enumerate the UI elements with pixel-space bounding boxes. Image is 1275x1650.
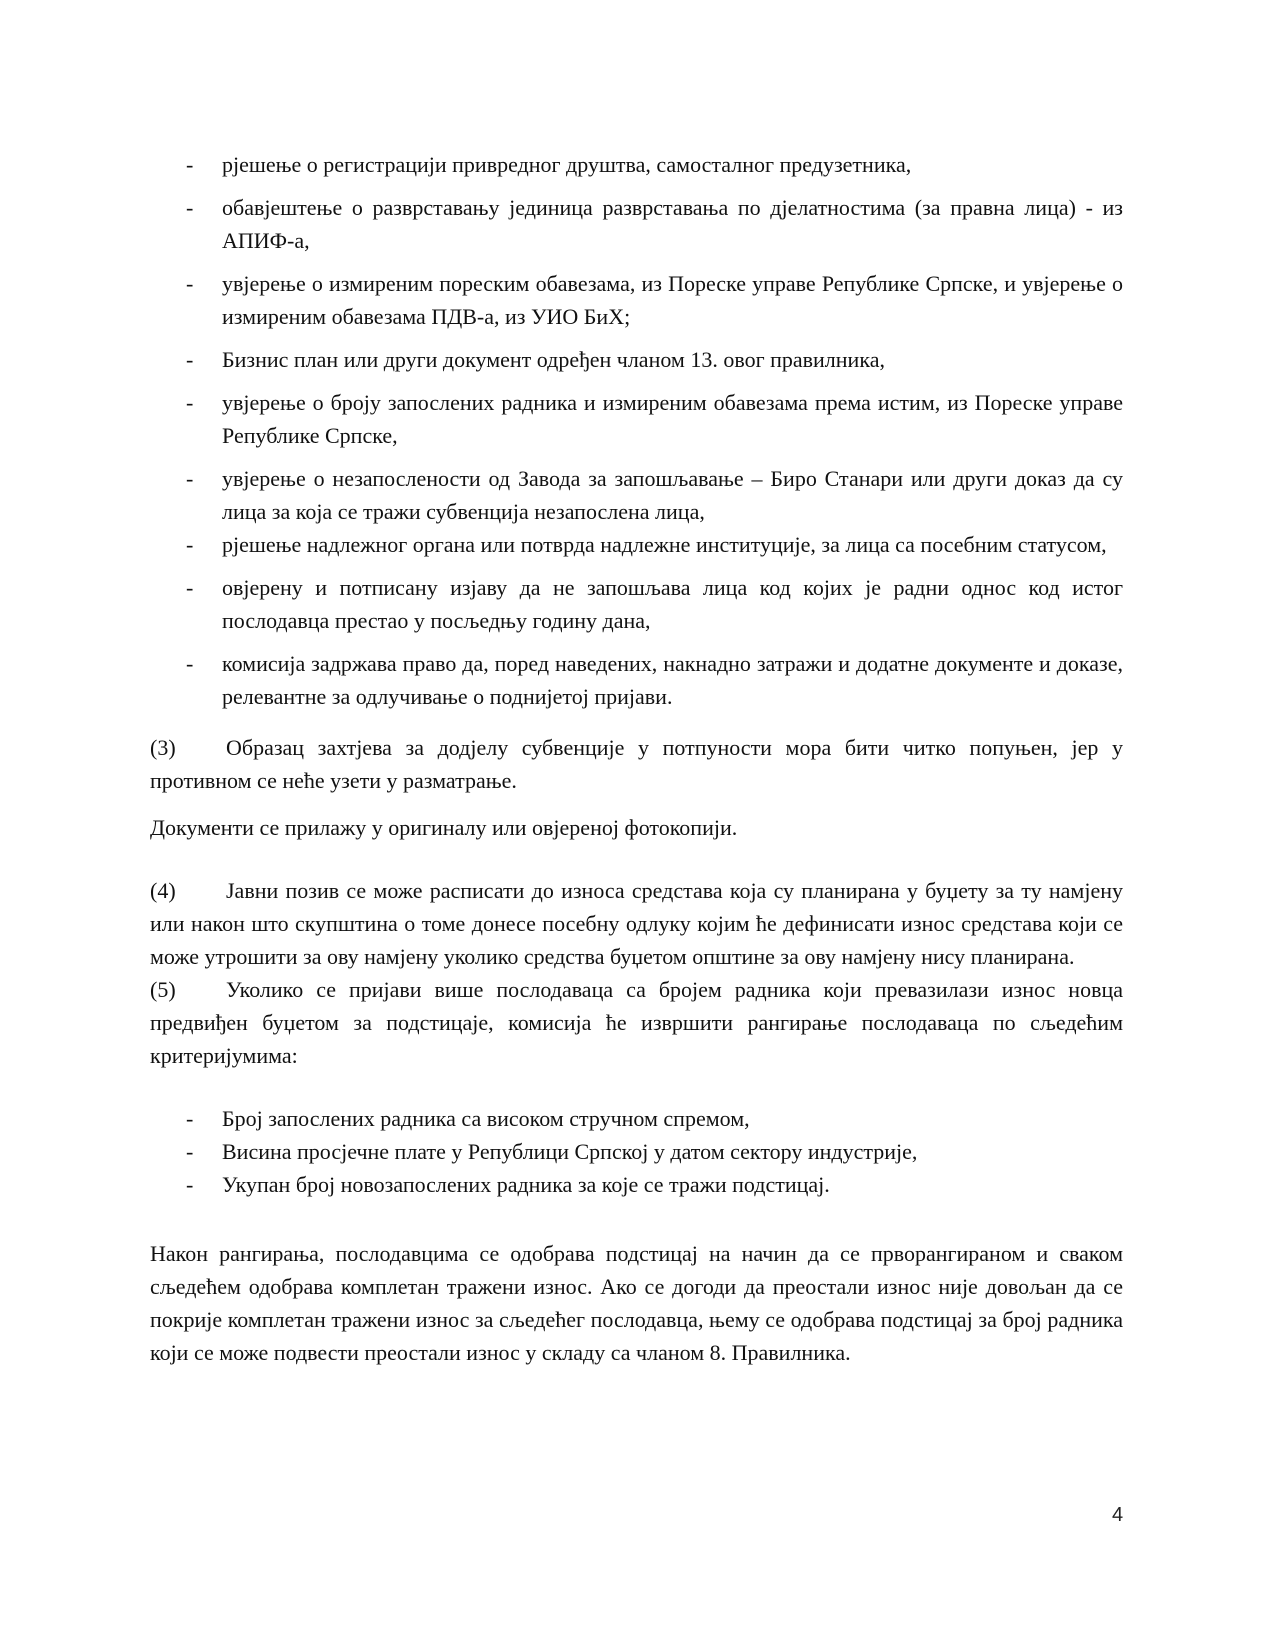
paragraph-number: (3) [150, 735, 176, 760]
paragraph-final: Након рангирања, послодавцима се одобрава подстицај на начин да се прворангираном и сваком сљедећем одобрава комплетан тражени износ. Ако се догоди да преостали износ није довољан да се покрије комплетан тражени износ за сљедећег послодавца, њему се одобрава подстицај за број радника који се може подвести преостали износ у складу са чланом 8. Правилника. [150, 1241, 1123, 1365]
page-number: 4 [1112, 1504, 1124, 1526]
list-item: - увјерење о броју запослених радника и измиреним обавезама према истим, из Пореске управе Републике Српске, [186, 390, 1123, 448]
list-item: - овјерену и потписану изјаву да не запошљава лица код којих је радни однос код истог послодавца престао у посљедњу годину дана, [186, 575, 1123, 633]
list-item: - Број запослених радника са високом стручном спремом, [186, 1106, 750, 1131]
list-item: - Висина просјечне плате у Републици Српској у датом сектору индустрије, [186, 1139, 918, 1164]
paragraph-4: (4) Јавни позив се може расписати до износа средстава која су планирана у буџету за ту намјену или након што скупштина о томе донесе посебну одлуку којим ће дефинисати износ средстава који се може утрошити за ову намјену уколико средства буџетом општине за ову намјену нису планирана. [150, 874, 1123, 973]
required-documents-list [150, 148, 1123, 713]
paragraph-number: (4) [150, 878, 176, 903]
paragraph-documents-note: Документи се прилажу у оригиналу или овјереној фотокопији. [150, 815, 738, 840]
list-item: - рјешење о регистрацији привредног друштва, самосталног предузетника, [186, 152, 912, 177]
page-body [150, 148, 1123, 1369]
list-item: - рјешење надлежног органа или потврда надлежне институције, за лица са посебним статусом, [186, 532, 1107, 557]
list-item: - комисија задржава право да, поред наведених, накнадно затражи и додатне документе и доказе, релевантне за одлучивање о поднијетој пријави. [186, 651, 1123, 709]
list-item: - Укупан број новозапослених радника за које се тражи подстицај. [186, 1172, 830, 1197]
paragraph-5: (5) Уколико се пријави више послодаваца са бројем радника који превазилази износ новца предвиђен буџетом за подстицаје, комисија ће извршити рангирање послодаваца по сљедећим критеријумима: [150, 973, 1123, 1072]
paragraph-number: (5) [150, 977, 176, 1002]
ranking-criteria-list [150, 1102, 1123, 1201]
list-item: - увјерење о незапослености од Завода за запошљавање – Биро Станари или други доказ да су лица за која се тражи субвенција незапослена лица, [186, 466, 1123, 524]
list-item: - увјерење о измиреним пореским обавезама, из Пореске управе Републике Српске, и увјерење о измиреним обавезама ПДВ-а, из УИО БиХ; [186, 271, 1123, 329]
list-item: - Бизнис план или други документ одређен чланом 13. овог правилника, [186, 347, 885, 372]
list-item: - обавјештење о разврставању јединица разврставања по дјелатностима (за правна лица) - из АПИФ-а, [186, 195, 1123, 253]
paragraph-3: (3) Образац захтјева за додјелу субвенције у потпуности мора бити читко попуњен, јер у противном се неће узети у разматрање. [150, 731, 1123, 797]
